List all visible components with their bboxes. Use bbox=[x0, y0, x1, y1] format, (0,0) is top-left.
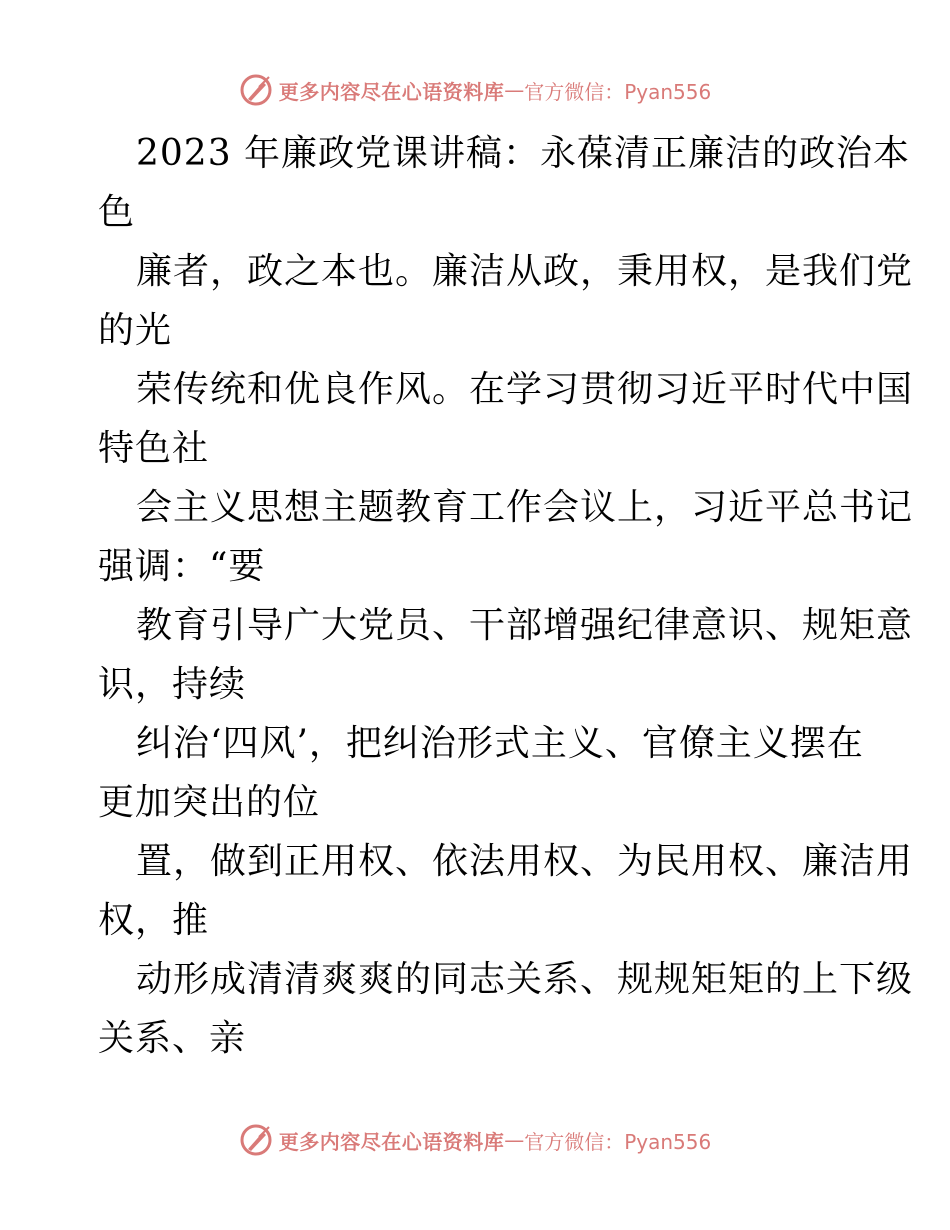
paragraph-line: 的光 bbox=[98, 310, 173, 351]
header-banner bbox=[0, 70, 950, 110]
banner-wechat: 官方微信：Pyan556 bbox=[524, 1129, 712, 1154]
footer-banner bbox=[0, 1120, 950, 1160]
paragraph-line: 特色社 bbox=[98, 428, 210, 469]
paragraph-line: 荣传统和优良作风。在学习贯彻习近平时代中国 bbox=[136, 369, 914, 410]
banner-title: 更多内容尽在心语资料库 bbox=[278, 1129, 505, 1154]
paragraph-line: 廉者，政之本也。廉洁从政，秉用权，是我们党 bbox=[136, 251, 914, 292]
paragraph-line: 识，持续 bbox=[98, 664, 247, 705]
paragraph-line: 置，做到正用权、依法用权、为民用权、廉洁用 bbox=[136, 841, 914, 882]
banner-title: 更多内容尽在心语资料库 bbox=[278, 79, 505, 104]
quill-logo-icon bbox=[239, 1123, 273, 1157]
paragraph-line: 动形成清清爽爽的同志关系、规规矩矩的上下级 bbox=[136, 959, 914, 1000]
paragraph-line: 强调：“要 bbox=[98, 546, 266, 587]
document-body bbox=[98, 124, 914, 1068]
paragraph-line: 纠治‘四风’，把纠治形式主义、官僚主义摆在 bbox=[136, 723, 864, 764]
banner-wechat: 官方微信：Pyan556 bbox=[524, 79, 712, 104]
banner-separator: — bbox=[504, 1128, 525, 1152]
quill-logo-icon bbox=[239, 73, 273, 107]
paragraph-line: 教育引导广大党员、干部增强纪律意识、规矩意 bbox=[136, 605, 914, 646]
title-line-cont: 色 bbox=[98, 192, 136, 233]
banner-separator: — bbox=[504, 78, 525, 102]
paragraph-line: 关系、亲 bbox=[98, 1018, 247, 1059]
paragraph-line: 会主义思想主题教育工作会议上，习近平总书记 bbox=[136, 487, 914, 528]
paragraph-line: 权，推 bbox=[98, 900, 210, 941]
paragraph-line: 更加突出的位 bbox=[98, 782, 321, 823]
title-line: 2023 年廉政党课讲稿：永葆清正廉洁的政治本 bbox=[136, 133, 911, 174]
